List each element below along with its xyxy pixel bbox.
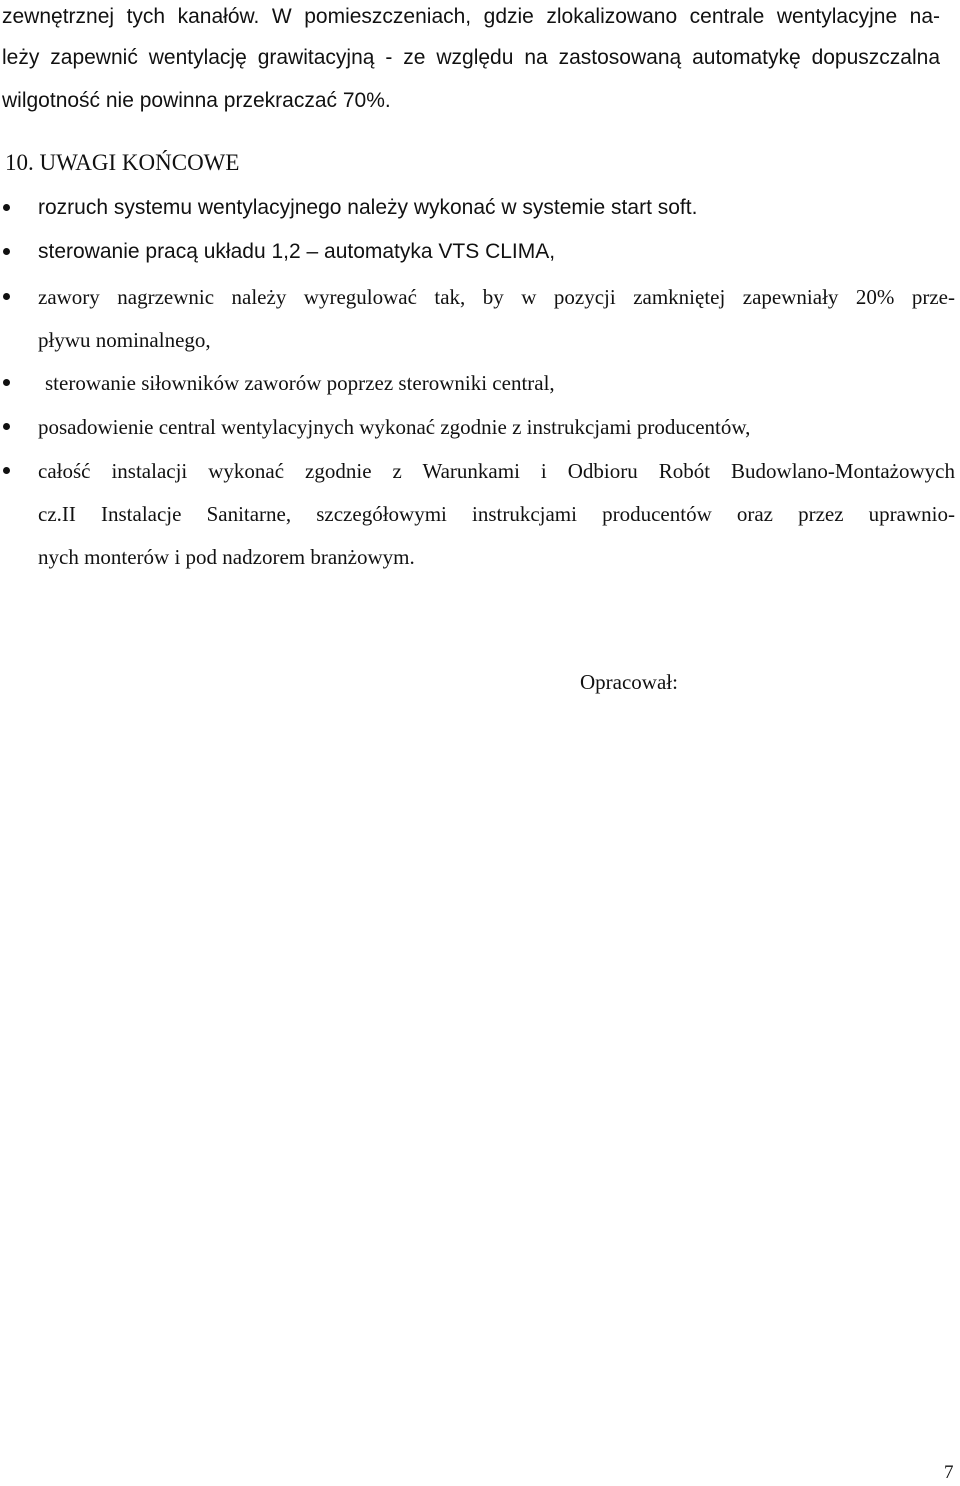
bullet-icon bbox=[3, 467, 10, 474]
bullet-icon bbox=[3, 204, 10, 211]
section-heading: 10. UWAGI KOŃCOWE bbox=[5, 150, 240, 175]
list-item-zawory-line-1: zawory nagrzewnic należy wyregulować tak, by w pozycji zamkniętej zapewniały 20% prze- bbox=[38, 285, 955, 309]
bullet-icon bbox=[3, 293, 10, 300]
bullet-icon bbox=[3, 379, 10, 386]
bullet-icon bbox=[3, 423, 10, 430]
list-item-calosc-line-1: całość instalacji wykonać zgodnie z Warunkami i Odbioru Robót Budowlano-Montażowych bbox=[38, 459, 955, 483]
page-number: 7 bbox=[944, 1462, 954, 1483]
bullet-icon bbox=[3, 248, 10, 255]
list-item-rozruch: rozruch systemu wentylacyjnego należy wykonać w systemie start soft. bbox=[38, 196, 698, 219]
intro-line-2: leży zapewnić wentylację grawitacyjną - ze względu na zastosowaną automatykę dopuszczalna bbox=[2, 46, 940, 69]
intro-line-1: zewnętrznej tych kanałów. W pomieszczeniach, gdzie zlokalizowano centrale wentylacyjne na- bbox=[2, 5, 940, 28]
list-item-calosc-line-2: cz.II Instalacje Sanitarne, szczegółowymi instrukcjami producentów oraz przez uprawnio- bbox=[38, 502, 955, 526]
list-item-silowniki: sterowanie siłowników zaworów poprzez sterowniki central, bbox=[45, 371, 555, 395]
list-item-calosc-line-3: nych monterów i pod nadzorem branżowym. bbox=[38, 545, 415, 569]
signature-label: Opracował: bbox=[580, 670, 678, 694]
list-item-posadowienie: posadowienie central wentylacyjnych wykonać zgodnie z instrukcjami producentów, bbox=[38, 415, 751, 439]
intro-line-3: wilgotność nie powinna przekraczać 70%. bbox=[2, 89, 391, 112]
list-item-sterowanie-praca: sterowanie pracą układu 1,2 – automatyka VTS CLIMA, bbox=[38, 240, 556, 263]
list-item-zawory-line-2: pływu nominalnego, bbox=[38, 328, 211, 352]
